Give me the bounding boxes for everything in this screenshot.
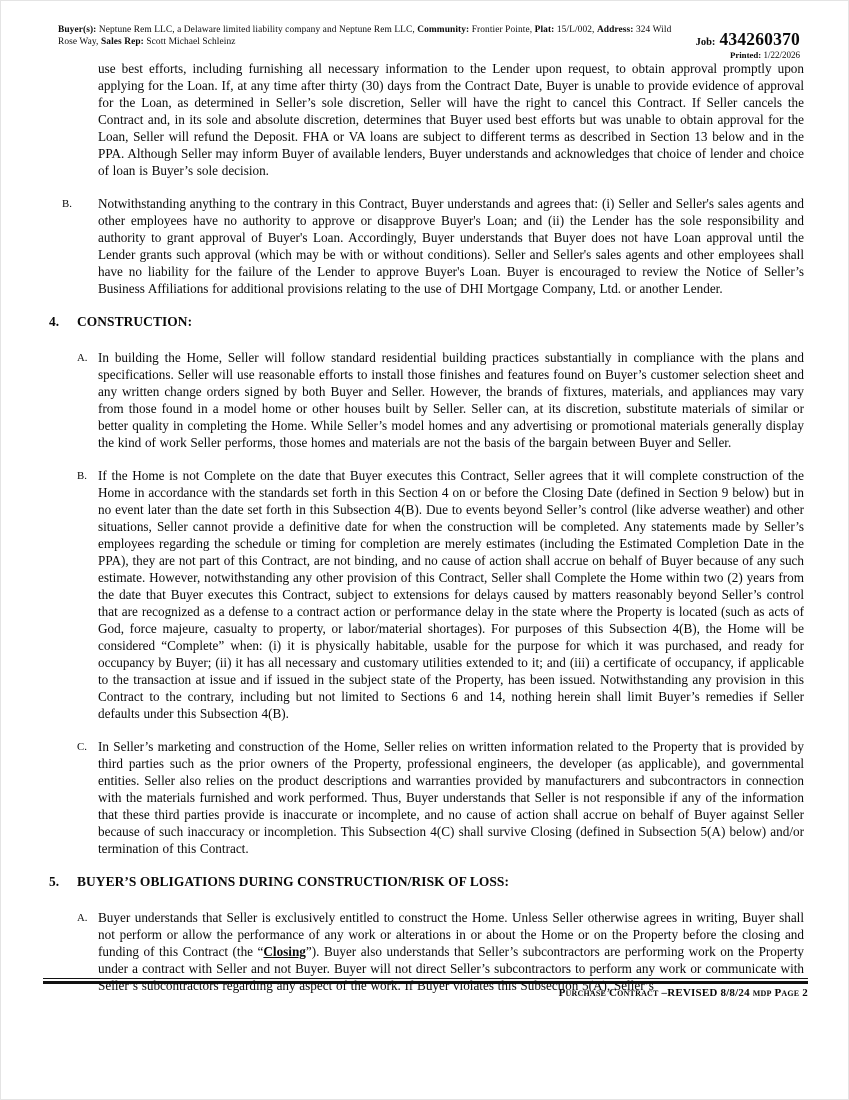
- item-5a-text-after: ”). Buyer also understands that Seller’s subcontractors are performing work on the Property under a contract with Seller and not Buyer. Buyer will not direct Seller’s subcontractors to perform any work or communicate with Seller’s subcontractors regarding any aspect of the work. If Buyer violates this Subsection 5(A), Seller’s: [98, 944, 805, 993]
- header-field-plat-value: 15/L/002,: [556, 25, 595, 35]
- header-field-community-label: Community:: [417, 25, 470, 35]
- footer-page-label: Purchase Contract –REVISED 8/8/24 mdp Page 2: [558, 987, 808, 999]
- item-3b: [49, 195, 804, 297]
- printed-line: [696, 50, 800, 60]
- page-footer: [43, 978, 808, 999]
- header-field-address-value: 324 Wild Rose Way,: [58, 25, 672, 47]
- header-field-salesrep-value: Scott Michael Schleinz: [146, 36, 236, 47]
- section-4-number: 4.: [49, 314, 60, 329]
- section-4-title: CONSTRUCTION:: [77, 314, 193, 329]
- item-4c-text: In Seller’s marketing and construction of the Home, Seller relies on written information related to the Property that is provided by third parties such as the prior owners of the Property, professional engineers, the developer (as applicable), and governmental entities. Seller also relies on the product descriptions and warranties provided by manufacturers and subcontractors in connection with the materials furnished and work performed. Thus, Buyer understands that Seller is not responsible if any of the information that these third parties provide is inaccurate or incomplete, and no cause of action shall accrue on behalf of Buyer against Seller because of such inaccuracy or incompletion. This Subsection 4(C) shall survive Closing (defined in Subsection 5(A) below) and/or termination of this Contract.: [98, 739, 804, 856]
- item-3b-label: B.: [62, 198, 72, 210]
- closing-defined-term: Closing: [263, 944, 306, 959]
- job-line: [695, 29, 800, 50]
- page-header: [58, 25, 800, 60]
- item-4a-text: In building the Home, Seller will follow standard residential building practices substantially in compliance with the plans and specifications. Seller will use reasonable efforts to install those finishes and features found on Buyer’s customer selection sheet and any written change orders signed by both Buyer and Seller. However, the brands of fixtures, materials, and appliances may vary from those found in a model home or other houses built by Seller. Seller can, at its discretion, substitute materials of similar or better quality in completing the Home. While Seller’s model homes and any advertising or promotional materials generally display the kind of work Seller performs, those homes and materials are not the basis of the bargain between Buyer and Seller.: [98, 350, 804, 450]
- item-4b-text: If the Home is not Complete on the date that Buyer executes this Contract, Seller agrees that it will complete construction of the Home in accordance with the standards set forth in this Section 4 on or before the Closing Date (defined in Section 9 below) but in no event later than the date set forth in this Subsection 4(B). Due to events beyond Seller’s control (like adverse weather) and other situations, Seller cannot provide a definitive date for when the construction will be completed. Any statements made by Seller’s employees regarding the schedule or timing for completion are merely estimates (including the Estimated Completion Date in the PPA), they are not part of this Contract, are not binding, and no cause of action shall accrue on behalf of Buyer because of any such estimate. However, notwithstanding any other provision of this Contract, Seller shall Complete the Home within two (2) years from the date that Buyer executes this Contract, subject to extensions for delays caused by matters reasonably beyond Seller’s control that are recognized as a defense to a contract action or performance delay in the state where the Property is located (such as acts of God, force majeure, casualty to property, or labor/material shortages). For purposes of this Subsection 4(B), the Home will be considered “Complete” when: (i) it is physically habitable, usable for the purpose for which it was purchased, and ready for occupancy by Buyer; (ii) it has all necessary and customary utilities extended to it; and (iii) a certificate of occupancy, if applicable to the transaction at issue and if issued in the subject state of the Property, has been issued. Notwithstanding any provision in this Contract to the contrary, including but not limited to Sections 6 and 14, nothing herein shall limit Buyer’s remedies if Seller defaults under this Subsection 4(B).: [98, 468, 804, 721]
- header-buyer-info: [58, 25, 690, 48]
- printed-date: 1/22/2026: [763, 50, 800, 60]
- item-4c: [49, 738, 804, 857]
- header-field-salesrep-label: Sales Rep:: [100, 36, 144, 47]
- item-3b-text: Notwithstanding anything to the contrary in this Contract, Buyer understands and agrees that: (i) Seller and Seller's sales agents and other employees have no authority to approve or disapprove Buyer's Loan; and (ii) the Lender has the sole responsibility and authority to grant approval of Buyer's Loan. Accordingly, Buyer understands that Buyer does not have Loan approval until the Lender grants such approval (which may be with or without conditions). Seller and Seller's sales agents and other employees shall have no liability for the failure of the Lender to approve Buyer's Loan. Buyer is encouraged to review the Notice of Seller’s Business Affiliations for additional provisions relating to the use of DHI Mortgage Company, Ltd. or another Lender.: [98, 196, 804, 296]
- item-5a-label: A.: [77, 912, 88, 924]
- item-4c-label: C.: [77, 741, 87, 753]
- section-5-title: BUYER’S OBLIGATIONS DURING CONSTRUCTION/RISK OF LOSS:: [77, 874, 510, 889]
- header-field-community-value: Frontier Pointe,: [471, 25, 533, 35]
- header-field-buyers-value: Neptune Rem LLC, a Delaware limited liability company and Neptune Rem LLC,: [98, 25, 415, 35]
- printed-label: Printed:: [729, 50, 762, 60]
- header-job-block: [696, 25, 800, 60]
- contract-body: [49, 60, 804, 1010]
- header-field-address-label: Address:: [596, 25, 634, 35]
- item-4b: [49, 467, 804, 722]
- paragraph-loan-approval-continuation: use best efforts, including furnishing all necessary information to the Lender upon request, to obtain approval promptly upon applying for the Loan. If, at any time after thirty (30) days from the Contract Date, Buyer is unable to provide evidence of approval for the Loan, as determined in Seller’s sole discretion, Seller will have the right to cancel this Contract. If Seller cancels the Contract and, in its sole and absolute discretion, determines that Buyer used best efforts but was unable to obtain approval for the Loan, Seller will refund the Deposit. FHA or VA loans are subject to different terms as described in Section 13 below and in the PPA. Although Seller may inform Buyer of available lenders, Buyer understands and acknowledges that choice of lender and choice of loan is Buyer’s sole decision.: [98, 61, 804, 178]
- footer-divider: [43, 978, 808, 984]
- section-5-number: 5.: [49, 874, 60, 889]
- job-label: Job:: [695, 37, 716, 48]
- item-4b-label: B.: [77, 470, 87, 482]
- section-4-heading: [49, 313, 804, 330]
- item-4a: [49, 349, 804, 451]
- item-5a-text-before: Buyer understands that Seller is exclusively entitled to construct the Home. Unless Seller otherwise agrees in writing, Buyer shall not perform or allow the performance of any work or alterations in or about the Home or on the Property before the closing and funding of this Contract (the “: [98, 910, 804, 959]
- header-field-plat-label: Plat:: [534, 25, 555, 35]
- section-5-heading: [49, 873, 804, 890]
- job-number: 434260370: [719, 29, 800, 49]
- header-field-buyers-label: Buyer(s):: [58, 25, 97, 35]
- item-4a-label: A.: [77, 352, 88, 364]
